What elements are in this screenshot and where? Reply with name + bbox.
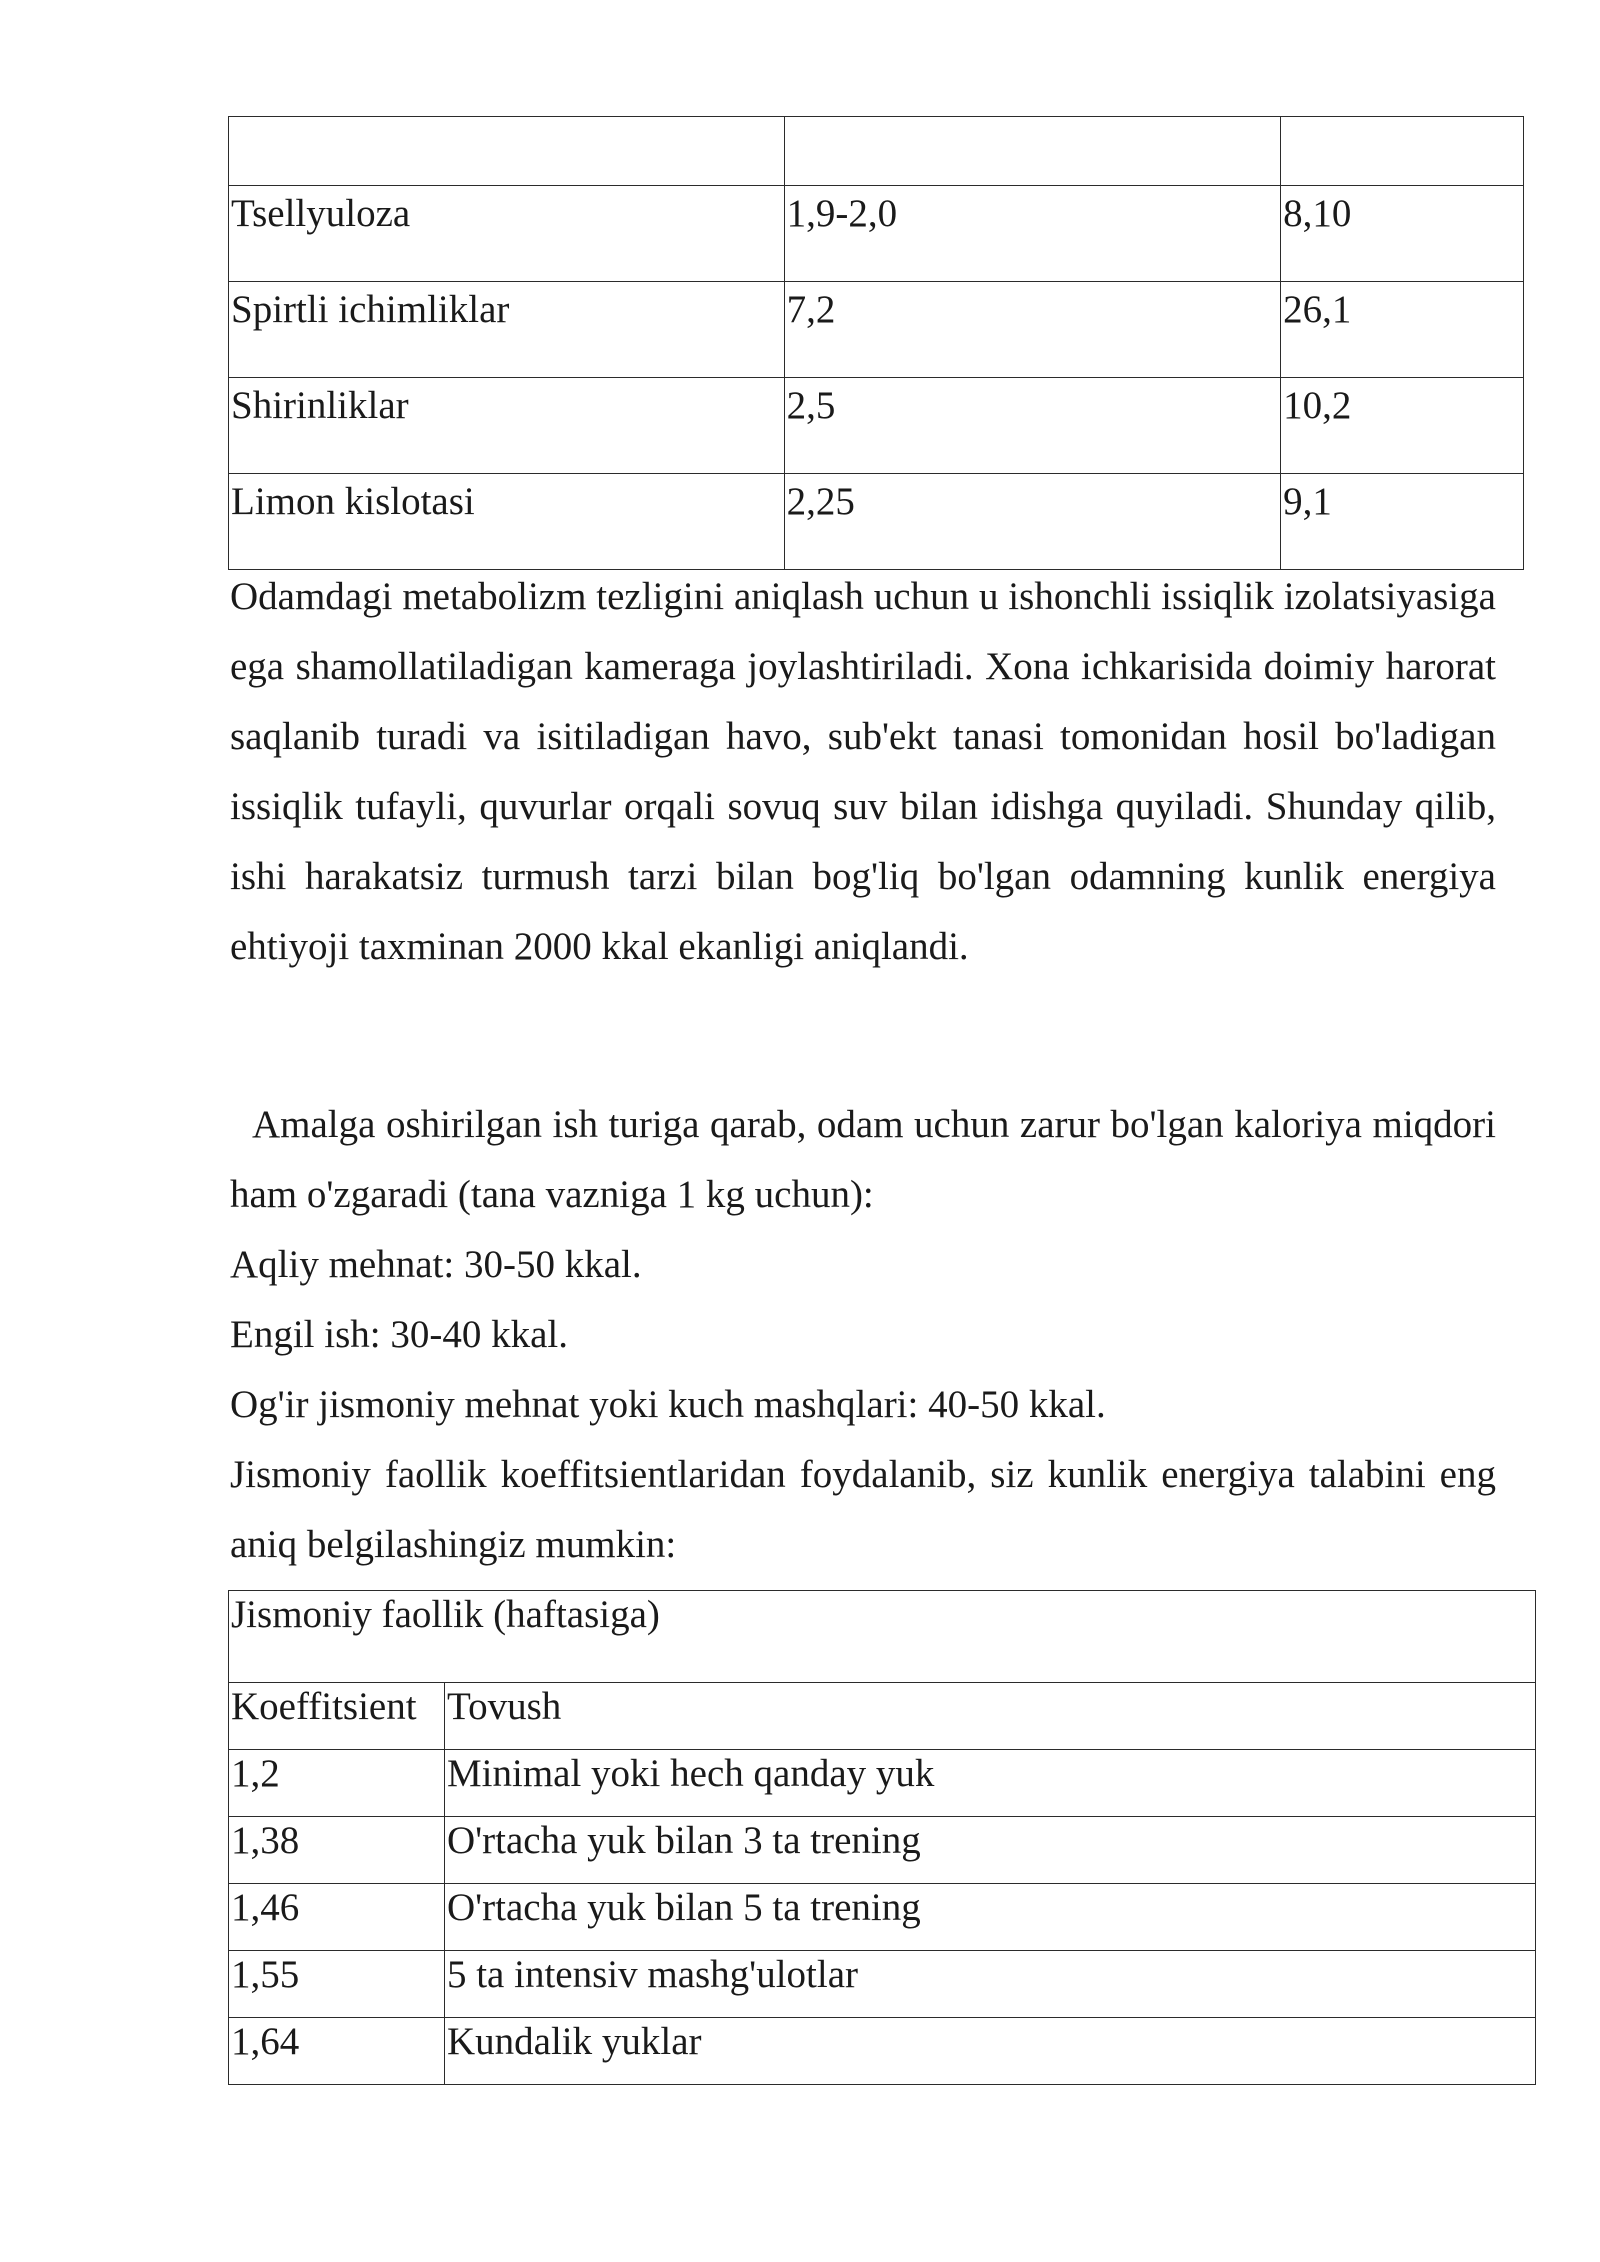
- table-cell: 1,46: [229, 1884, 445, 1951]
- table-row: [229, 1951, 1536, 2018]
- table-cell: [1281, 117, 1524, 186]
- paragraph-activity-coefficients: Jismoniy faollik koeffitsientlaridan foydalanib, siz kunlik energiya talabini eng aniq belgilashingiz mumkin:: [230, 1453, 1496, 1566]
- work-type-mental: Aqliy mehnat: 30-50 kkal.: [230, 1243, 642, 1286]
- table-cell: 1,64: [229, 2018, 445, 2085]
- table-cell: 1,9-2,0: [784, 186, 1281, 282]
- paragraph-metabolism: Odamdagi metabolizm tezligini aniqlash uchun u ishonchli issiqlik izolatsiyasiga ega shamollatiladigan kameraga joylashtiriladi. Xona ichkarisida doimiy harorat saqlanib turadi va isitiladigan havo, sub'ekt tanasi tomonidan hosil bo'ladigan issiqlik tufayli, quvurlar orqali sovuq suv bilan idishga quyiladi. Shunday qilib, ishi harakatsiz turmush tarzi bilan bog'liq bo'lgan odamning kunlik energiya ehtiyoji taxminan 2000 kkal ekanligi aniqlandi.: [230, 575, 1496, 968]
- table-row: [229, 117, 1524, 186]
- table-cell: [229, 117, 785, 186]
- column-header: Tovush: [444, 1683, 1535, 1750]
- table-cell: [784, 117, 1281, 186]
- table-row: [229, 1817, 1536, 1884]
- table-cell: 1,38: [229, 1817, 445, 1884]
- table-row: [229, 282, 1524, 378]
- table-cell: 2,5: [784, 378, 1281, 474]
- table-title: Jismoniy faollik (haftasiga): [229, 1591, 1536, 1683]
- table-row: [229, 378, 1524, 474]
- table-title-row: [229, 1591, 1536, 1683]
- table-cell: 26,1: [1281, 282, 1524, 378]
- table-cell: 1,2: [229, 1750, 445, 1817]
- table-header-row: [229, 1683, 1536, 1750]
- table-cell: 2,25: [784, 474, 1281, 570]
- work-type-light: Engil ish: 30-40 kkal.: [230, 1313, 568, 1356]
- table-cell: Minimal yoki hech qanday yuk: [444, 1750, 1535, 1817]
- table-cell: Kundalik yuklar: [444, 2018, 1535, 2085]
- table-cell: Shirinliklar: [229, 378, 785, 474]
- table-row: [229, 186, 1524, 282]
- table-cell: 8,10: [1281, 186, 1524, 282]
- table-cell: Limon kislotasi: [229, 474, 785, 570]
- table-cell: 9,1: [1281, 474, 1524, 570]
- nutrient-table: [228, 116, 1524, 570]
- table-row: [229, 1750, 1536, 1817]
- table-row: [229, 2018, 1536, 2085]
- activity-coefficient-table: [228, 1590, 1536, 2085]
- column-header: Koeffitsient: [229, 1683, 445, 1750]
- table-cell: 10,2: [1281, 378, 1524, 474]
- paragraph-calorie-need: Amalga oshirilgan ish turiga qarab, odam uchun zarur bo'lgan kaloriya miqdori ham o'zgaradi (tana vazniga 1 kg uchun):: [230, 1103, 1496, 1216]
- table-row: [229, 1884, 1536, 1951]
- work-type-heavy: Og'ir jismoniy mehnat yoki kuch mashqlari: 40-50 kkal.: [230, 1383, 1106, 1426]
- table-cell: Spirtli ichimliklar: [229, 282, 785, 378]
- table-cell: 7,2: [784, 282, 1281, 378]
- table-cell: O'rtacha yuk bilan 5 ta trening: [444, 1884, 1535, 1951]
- table-cell: Tsellyuloza: [229, 186, 785, 282]
- table-cell: O'rtacha yuk bilan 3 ta trening: [444, 1817, 1535, 1884]
- table-cell: 5 ta intensiv mashg'ulotlar: [444, 1951, 1535, 2018]
- table-cell: 1,55: [229, 1951, 445, 2018]
- table-row: [229, 474, 1524, 570]
